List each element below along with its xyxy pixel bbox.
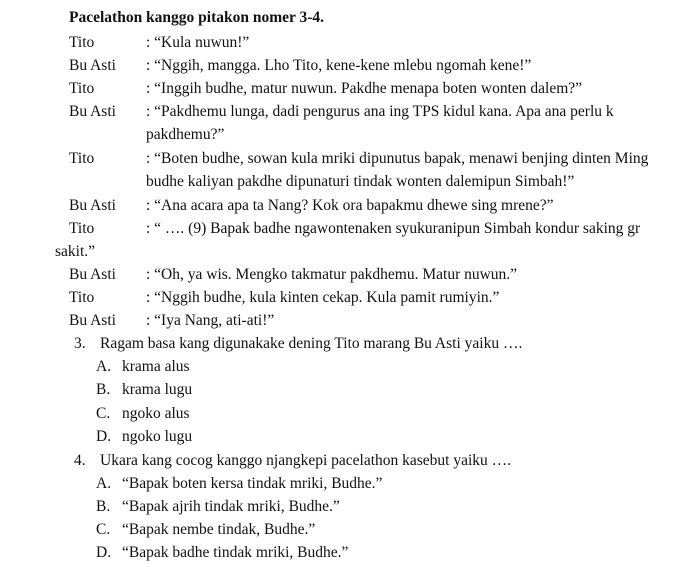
- dialog-line: : “ …. (9) Bapak badhe ngawontenaken syukuranipun Simbah kondur saking gr: [146, 220, 641, 237]
- dialog-line: : “Pakdhemu lunga, dadi pengurus ana ing TPS kidul kana. Apa ana perlu k: [146, 103, 614, 120]
- dialog-line-continued: budhe kaliyan pakdhe dipunaturi tindak wonten dalemipun Simbah!”: [146, 173, 575, 190]
- speaker-label: Bu Asti: [69, 57, 116, 74]
- option-text: ngoko lugu: [122, 428, 193, 445]
- dialog-line: : “Oh, ya wis. Mengko takmatur pakdhemu. Matur nuwun.”: [146, 266, 518, 283]
- speaker-label: Tito: [69, 150, 95, 167]
- dialog-line: : “Boten budhe, sowan kula mriki dipunutus bapak, menawi benjing dinten Ming: [146, 150, 649, 167]
- option-text: “Bapak nembe tindak, Budhe.”: [122, 521, 316, 538]
- dialog-line: : “Nggih budhe, kula kinten cekap. Kula pamit rumiyin.”: [146, 289, 500, 306]
- option-letter: D.: [96, 428, 112, 445]
- option-text: “Bapak ajrih tindak mriki, Budhe.”: [122, 498, 340, 515]
- option-text: krama lugu: [122, 381, 193, 398]
- question-number: 4.: [74, 452, 86, 469]
- dialog-line: : “Ana acara apa ta Nang? Kok ora bapakmu dhewe sing mrene?”: [146, 197, 554, 214]
- option-text: “Bapak badhe tindak mriki, Budhe.”: [122, 544, 349, 561]
- question-text: Ragam basa kang digunakake dening Tito marang Bu Asti yaiku ….: [100, 335, 523, 352]
- speaker-label: Bu Asti: [69, 103, 116, 120]
- option-letter: C.: [96, 521, 111, 538]
- speaker-label: Bu Asti: [69, 312, 116, 329]
- option-text: ngoko alus: [122, 405, 190, 422]
- option-letter: B.: [96, 381, 111, 398]
- option-letter: A.: [96, 358, 112, 375]
- dialog-line: : “Inggih budhe, matur nuwun. Pakdhe menapa boten wonten dalem?”: [146, 80, 583, 97]
- speaker-label: Tito: [69, 80, 95, 97]
- dialog-line: : “Iya Nang, ati-ati!”: [146, 312, 275, 329]
- speaker-label: Tito: [69, 289, 95, 306]
- option-text: “Bapak boten kersa tindak mriki, Budhe.”: [122, 475, 383, 492]
- option-letter: B.: [96, 498, 111, 515]
- dialog-line-continued: pakdhemu?”: [146, 126, 225, 143]
- question-text: Ukara kang cocog kanggo njangkepi pacelathon kasebut yaiku ….: [100, 452, 512, 469]
- question-number: 3.: [74, 335, 86, 352]
- option-letter: D.: [96, 544, 112, 561]
- option-letter: C.: [96, 405, 111, 422]
- dialog-line-continued: sakit.”: [55, 243, 96, 260]
- section-title: Pacelathon kanggo pitakon nomer 3-4.: [69, 9, 325, 26]
- option-letter: A.: [96, 475, 112, 492]
- dialog-line: : “Nggih, mangga. Lho Tito, kene-kene mlebu ngomah kene!”: [146, 57, 532, 74]
- speaker-label: Tito: [69, 34, 95, 51]
- option-text: krama alus: [122, 358, 190, 375]
- speaker-label: Bu Asti: [69, 266, 116, 283]
- dialog-line: : “Kula nuwun!”: [146, 34, 250, 51]
- speaker-label: Tito: [69, 220, 95, 237]
- speaker-label: Bu Asti: [69, 197, 116, 214]
